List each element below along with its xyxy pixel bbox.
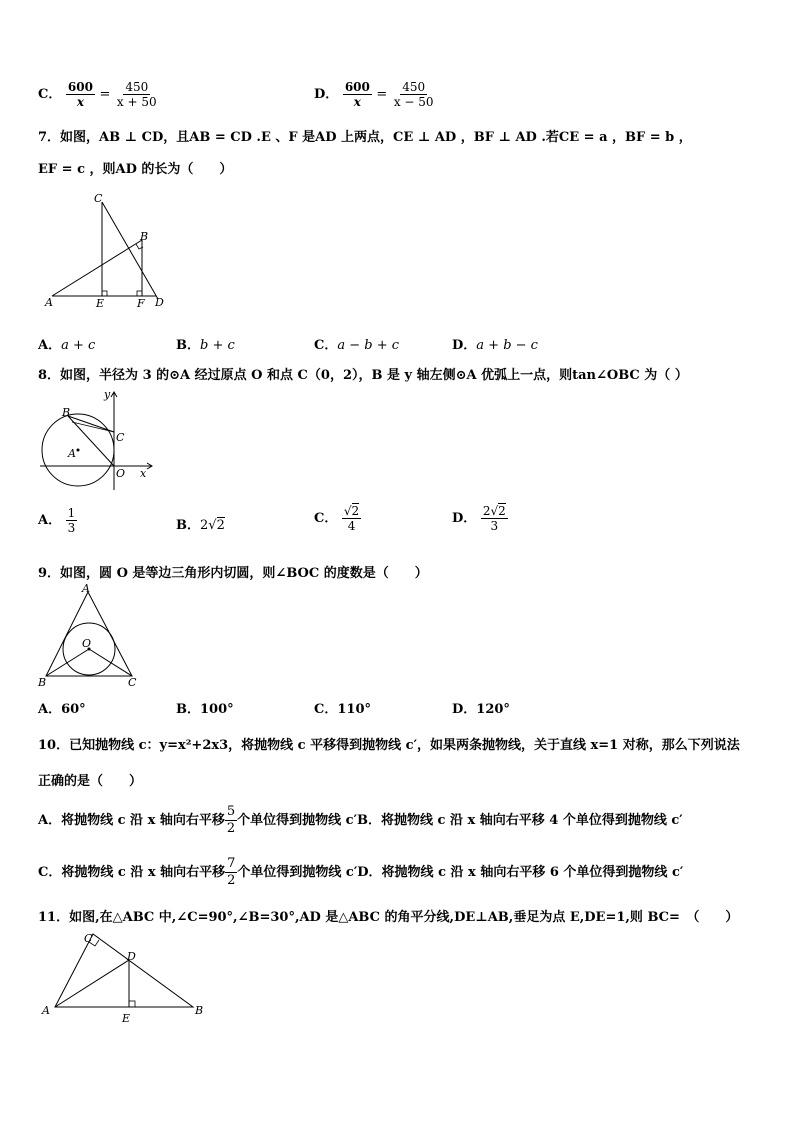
label-b: B: [195, 1004, 204, 1017]
q7-option-d: D．a + b − c: [452, 338, 538, 353]
fraction: $\frac{5}{2}$: [226, 804, 236, 836]
fraction: $\frac{450}{x + 50}$: [116, 80, 157, 109]
q6-option-d: D． $\frac{600}{x}$ = $\frac{450}{x - 50}$: [314, 80, 434, 109]
label-d: D: [127, 950, 136, 963]
q7-option-c: C．a − b + c: [314, 338, 400, 353]
fraction: $\frac{√2}{4}$: [343, 504, 360, 533]
sqrt-icon: √: [490, 504, 499, 518]
q8-figure: [38, 386, 158, 494]
q9-option-c: C．110°: [314, 702, 371, 717]
fraction: $\frac{600}{x}$: [344, 80, 370, 109]
label-b: B: [140, 230, 149, 243]
q8-stem: 8．如图，半径为 3 的⊙A 经过原点 O 和点 C（0，2），B 是 y 轴左侧⊙A 优弧上一点，则tan∠OBC 为（ ）: [38, 368, 688, 383]
label-c: C: [128, 676, 137, 689]
q10-stem-line1: 10．已知抛物线 c：y=x²+2x3，将抛物线 c 平移得到抛物线 c′，如果两条抛物线，关于直线 x=1 对称，那么下列说法: [38, 738, 740, 753]
label-a: A: [45, 296, 53, 309]
q7-figure: [40, 190, 170, 312]
q6-option-c: C． $\frac{600}{x}$ = $\frac{450}{x + 50}$: [38, 80, 157, 109]
q9-option-a: A．60°: [38, 702, 86, 717]
label-c: C: [94, 192, 103, 205]
q7-stem-line2: EF = c ，则AD 的长为（ ）: [38, 162, 233, 177]
sqrt-icon: √: [208, 518, 217, 533]
label-x: x: [140, 467, 147, 480]
label-d: D: [155, 296, 164, 309]
label-e: E: [96, 297, 105, 310]
label-a: A: [42, 1004, 50, 1017]
q9-option-d: D．120°: [452, 702, 510, 717]
label-c: C: [84, 932, 93, 945]
label-f: F: [137, 297, 145, 310]
fraction: $\frac{600}{x}$: [67, 80, 93, 109]
q7-stem-line1: 7．如图，AB ⊥ CD，且AB = CD .E 、F 是AD 上两点，CE ⊥ AD ，BF ⊥ AD .若CE = a ，BF = b ，: [38, 130, 692, 145]
label-a: A: [68, 447, 76, 460]
q10-option-cd: C．将抛物线 c 沿 x 轴向右平移 $\frac{7}{2}$ 个单位得到抛物线 c′D．将抛物线 c 沿 x 轴向右平移 6 个单位得到抛物线 c′: [38, 856, 684, 888]
q7-option-a: A．a + c: [38, 338, 96, 353]
fraction: $\frac{2√2}{3}$: [482, 504, 506, 533]
q8-option-c: C． $\frac{√2}{4}$: [314, 504, 360, 533]
q8-option-a: A． $\frac{1}{3}$: [38, 506, 76, 535]
q11-figure: [38, 926, 213, 1024]
fraction: $\frac{450}{x - 50}$: [393, 80, 434, 109]
label-o: O: [82, 637, 92, 650]
sqrt-icon: √: [343, 504, 352, 518]
q9-figure: [36, 582, 144, 690]
label-b: B: [38, 676, 47, 689]
q7-option-b: B．b + c: [176, 338, 235, 353]
q8-option-b: B．2√2: [176, 518, 225, 533]
label-c: C: [116, 431, 125, 444]
label-o: O: [116, 467, 126, 480]
q10-stem-line2: 正确的是（ ）: [38, 774, 143, 789]
label-y: y: [104, 388, 111, 401]
q9-stem: 9．如图，圆 O 是等边三角形内切圆，则∠BOC 的度数是（ ）: [38, 566, 428, 581]
q9-option-b: B．100°: [176, 702, 234, 717]
label-e: E: [122, 1012, 131, 1024]
fraction: $\frac{1}{3}$: [67, 506, 76, 535]
label-b: B: [62, 406, 71, 419]
fraction: $\frac{7}{2}$: [227, 856, 236, 888]
q10-option-ab: A．将抛物线 c 沿 x 轴向右平移 $\frac{5}{2}$ 个单位得到抛物线 c′B．将抛物线 c 沿 x 轴向右平移 4 个单位得到抛物线 c′: [38, 804, 683, 836]
q11-stem: 11．如图,在△ABC 中,∠C=90°,∠B=30°,AD 是△ABC 的角平分线,DE⊥AB,垂足为点 E,DE=1,则 BC= （ ）: [38, 910, 739, 925]
label-a: A: [82, 582, 90, 595]
q8-option-d: D． $\frac{2√2}{3}$: [452, 504, 506, 533]
